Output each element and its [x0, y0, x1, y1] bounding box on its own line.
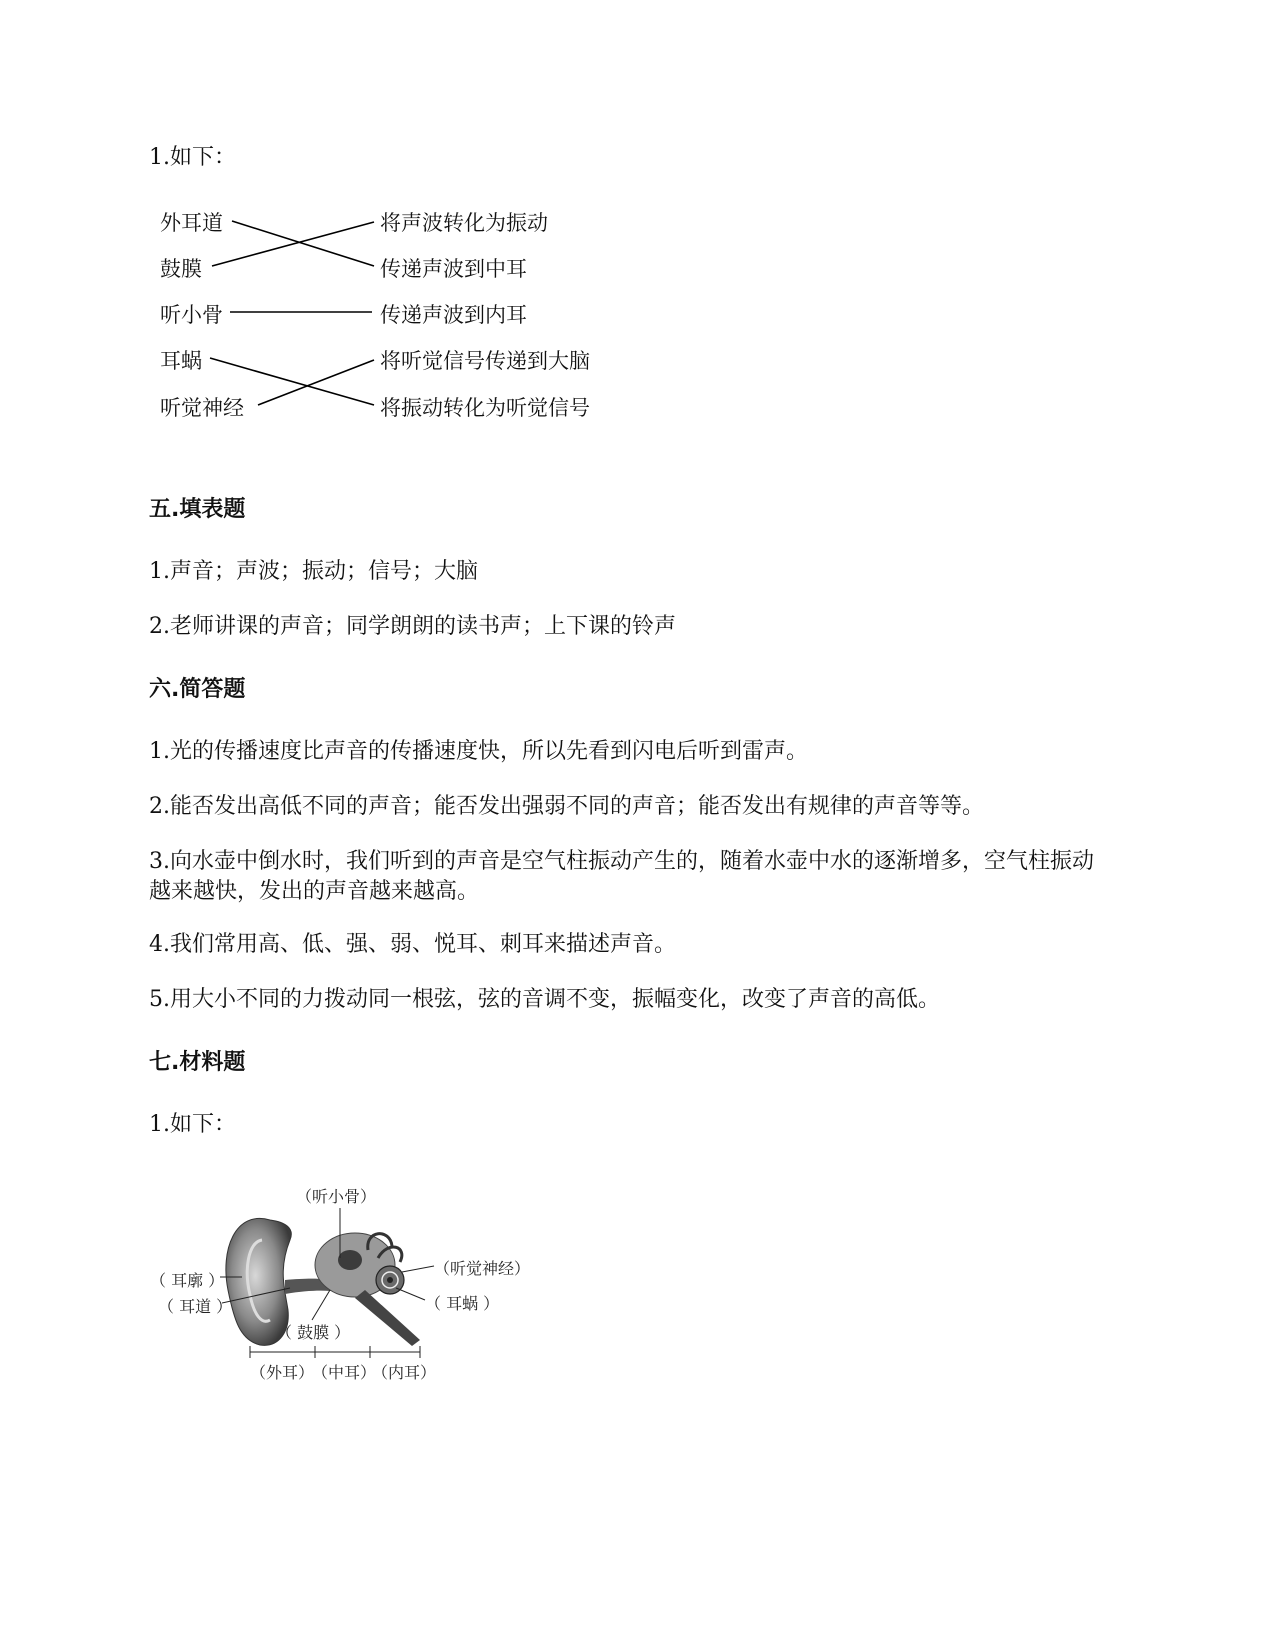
section-7-title: 七.材料题 [149, 1050, 246, 1075]
left-item-ossicles: 听小骨 [160, 303, 223, 327]
label-outer-ear: （外耳） [250, 1363, 315, 1382]
label-middle-ear: （中耳） [312, 1363, 377, 1382]
q5-1-text: 1.声音；声波；振动；信号；大脑 [149, 559, 478, 584]
q6-3-text: 3.向水壶中倒水时，我们听到的声音是空气柱振动产生的，随着水壶中水的逐渐增多，空气柱振动越来越快，发出的声音越来越高。 [149, 849, 1094, 904]
section-6-title: 六.简答题 [149, 677, 246, 702]
q6-1-text: 1.光的传播速度比声音的传播速度快，所以先看到闪电后听到雷声。 [149, 739, 808, 764]
q4-1-text: 1.如下： [149, 145, 236, 170]
label-auricle: （ 耳廓 ） [150, 1271, 225, 1290]
q6-2-text: 2.能否发出高低不同的声音；能否发出强弱不同的声音；能否发出有规律的声音等等。 [149, 794, 984, 819]
label-nerve: （听觉神经） [434, 1259, 531, 1278]
right-item-5: 将振动转化为听觉信号 [380, 396, 590, 420]
q7-1-text: 1.如下： [149, 1112, 236, 1137]
matching-diagram [150, 200, 620, 440]
label-ossicles: （听小骨） [296, 1187, 377, 1206]
left-item-nerve: 听觉神经 [160, 396, 244, 420]
left-item-eardrum: 鼓膜 [160, 257, 202, 281]
left-item-cochlea: 耳蜗 [160, 349, 202, 373]
right-item-1: 将声波转化为振动 [380, 211, 548, 235]
right-item-2: 传递声波到中耳 [380, 257, 527, 281]
label-eardrum: （ 鼓膜 ） [276, 1323, 351, 1342]
q6-4-text: 4.我们常用高、低、强、弱、悦耳、刺耳来描述声音。 [149, 932, 676, 957]
right-item-3: 传递声波到内耳 [380, 303, 527, 327]
section-5-title: 五.填表题 [149, 497, 246, 522]
left-item-outer-canal: 外耳道 [160, 211, 223, 235]
label-cochlea: （ 耳蜗 ） [425, 1294, 500, 1313]
right-item-4: 将听觉信号传递到大脑 [380, 349, 590, 373]
label-inner-ear: （内耳） [372, 1363, 437, 1382]
label-canal: （ 耳道 ） [158, 1297, 233, 1316]
ear-anatomy-figure [150, 1180, 550, 1400]
q6-5-text: 5.用大小不同的力拨动同一根弦，弦的音调不变，振幅变化，改变了声音的高低。 [149, 987, 940, 1012]
q5-2-text: 2.老师讲课的声音；同学朗朗的读书声；上下课的铃声 [149, 614, 676, 639]
